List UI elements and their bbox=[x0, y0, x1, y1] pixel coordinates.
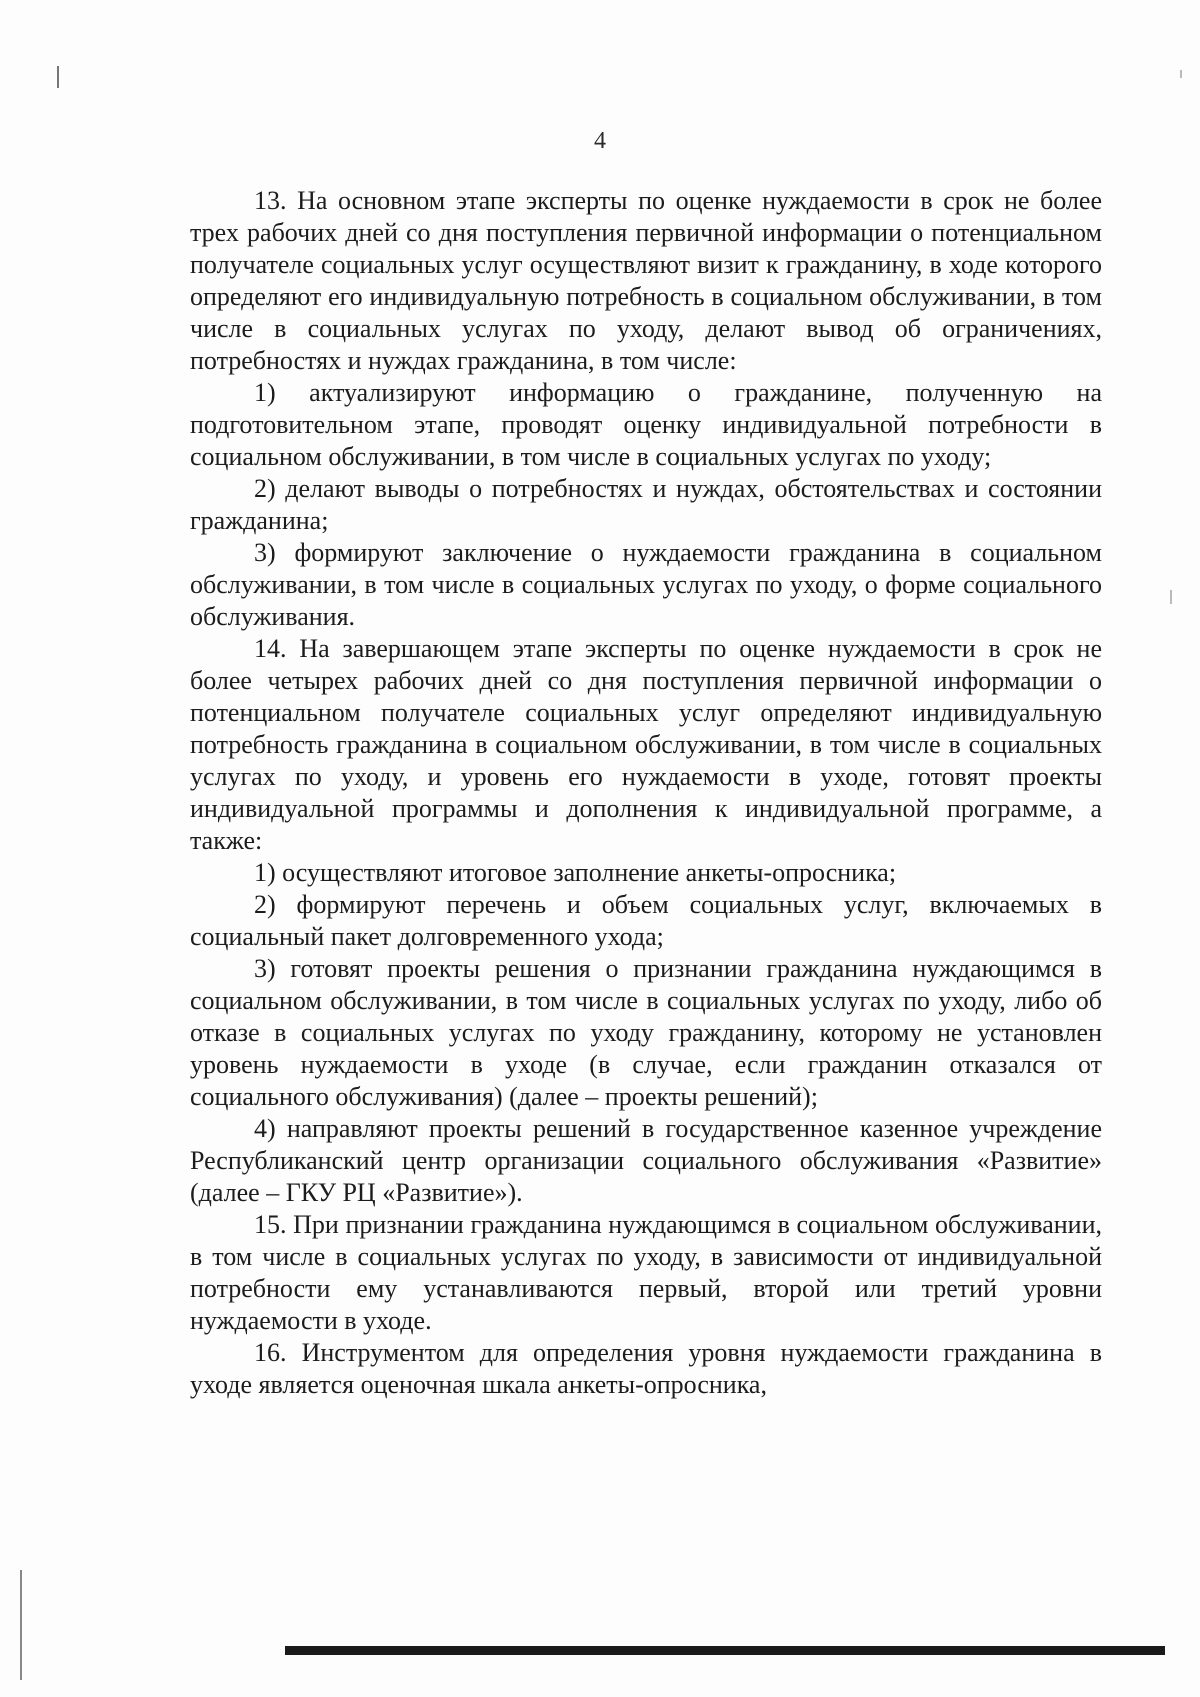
bottom-rule bbox=[285, 1646, 1165, 1655]
page-number: 4 bbox=[594, 128, 606, 154]
list-item: 1) осуществляют итоговое заполнение анкеты-опросника; bbox=[254, 858, 897, 887]
scan-mark bbox=[1170, 590, 1172, 604]
list-item: 4) направляют проекты решений в государственное казенное учреждение Республиканский центр организации социального обслуживания «Развитие» (далее – ГКУ РЦ «Развитие»). bbox=[190, 1114, 1102, 1207]
scan-mark bbox=[57, 66, 59, 88]
paragraph-16: 16. Инструментом для определения уровня нуждаемости гражданина в уходе является оценочная шкала анкеты-опросника, bbox=[190, 1338, 1102, 1399]
scan-mark bbox=[20, 1570, 22, 1680]
paragraph-15: 15. При признании гражданина нуждающимся в социальном обслуживании, в том числе в социальных услугах по уходу, в зависимости от индивидуальной потребности ему устанавливаются первый, второй или третий уровни нуждаемости в уходе. bbox=[190, 1210, 1102, 1335]
list-item: 3) формируют заключение о нуждаемости гражданина в социальном обслуживании, в том числе в социальных услугах по уходу, о форме социального обслуживания. bbox=[190, 538, 1102, 631]
scan-mark bbox=[1180, 70, 1182, 78]
document-body bbox=[190, 185, 1102, 1401]
list-item: 3) готовят проекты решения о признании гражданина нуждающимся в социальном обслуживании, в том числе в социальных услугах по уходу, либо об отказе в социальных услугах по уходу гражданину, которому не установлен уровень нуждаемости в уходе (в случае, если гражданин отказался от социального обслуживания) (далее – проекты решений); bbox=[190, 954, 1102, 1111]
paragraph-14: 14. На завершающем этапе эксперты по оценке нуждаемости в срок не более четырех рабочих дней со дня поступления первичной информации о потенциальном получателе социальных услуг определяют индивидуальную потребность гражданина в социальном обслуживании, в том числе в социальных услугах по уходу, и уровень его нуждаемости в уходе, готовят проекты индивидуальной программы и дополнения к индивидуальной программе, а также: bbox=[190, 634, 1102, 855]
paragraph-13: 13. На основном этапе эксперты по оценке нуждаемости в срок не более трех рабочих дней со дня поступления первичной информации о потенциальном получателе социальных услуг осуществляют визит к гражданину, в ходе которого определяют его индивидуальную потребность в социальном обслуживании, в том числе в социальных услугах по уходу, делают вывод об ограничениях, потребностях и нуждах гражданина, в том числе: bbox=[190, 186, 1102, 375]
list-item: 2) делают выводы о потребностях и нуждах, обстоятельствах и состоянии гражданина; bbox=[190, 474, 1102, 535]
list-item: 2) формируют перечень и объем социальных услуг, включаемых в социальный пакет долговременного ухода; bbox=[190, 890, 1102, 951]
list-item: 1) актуализируют информацию о гражданине, полученную на подготовительном этапе, проводят оценку индивидуальной потребности в социальном обслуживании, в том числе в социальных услугах по уходу; bbox=[190, 378, 1102, 471]
